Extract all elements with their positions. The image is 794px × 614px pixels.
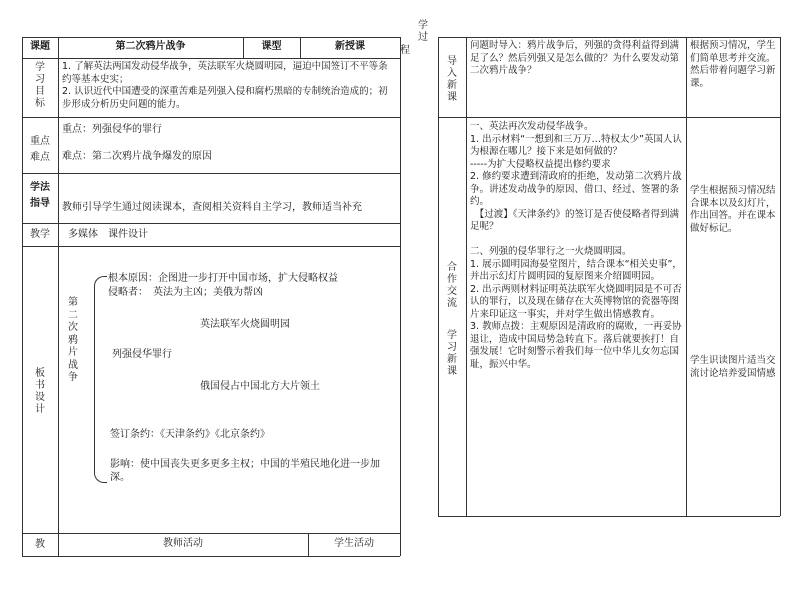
key-label: 重点 难点 — [30, 136, 50, 163]
method-text: 教师引导学生通过阅读课本，查阅相关资料自主学习，教师适当补充 — [62, 202, 362, 213]
intro-label: 导 入 新 课 — [447, 56, 457, 103]
intro-student: 根据预习情况，学生们简单思考并交流。然后带着问题学习新课。 — [690, 40, 776, 89]
board-treaties: 签订条约：《天津条约》《北京条约》 — [110, 429, 270, 440]
goals-text: 1. 了解英法两国发动侵华战争，英法联军火烧圆明园，逼迫中国签订不平等条约等基本史实； 2. 认识近代中国遭受的深重苦难是列强入侵和腐朽黑暗的专制统治造成的；初步形成分析历史问题的能力。 — [62, 61, 388, 110]
footer-student: 学生活动 — [334, 538, 374, 549]
learn-label: 学 习 新 课 — [447, 330, 457, 377]
board-invaders: 侵略者： 英法为主凶；美俄为帮凶 — [108, 287, 263, 298]
board-brace — [94, 276, 107, 483]
board-impact: 影响：使中国丧失更多更多主权；中国的半殖民地化进一步加深。 — [110, 459, 380, 483]
board-crimes: 列强侵华罪行 — [112, 349, 172, 360]
footer-teacher: 教师活动 — [163, 538, 203, 549]
difficulty: 难点：第二次鸦片战争爆发的原因 — [62, 151, 212, 162]
goals-label: 学 习 目 标 — [35, 62, 45, 109]
process-side: 程 — [400, 45, 410, 56]
method-label: 学法 指导 — [30, 182, 50, 209]
tools-label: 教学 — [30, 229, 50, 240]
intro-teacher: 问题时导入：鸦片战争后，列强的贪得利益得到满足了么？然后列强又是怎么做的？为什么要发动第二次鸦片战争？ — [470, 40, 680, 76]
main-student-1: 学生根据预习情况结合课本以及幻灯片，作出回答。并在课本做好标记。 — [690, 185, 776, 234]
main-teacher: 一、英法再次发动侵华战争。 1. 出示材料“一想到和三万万…特权太少”英国人认为根源在哪儿？接下来是如何做的？ -----为扩大侵略权益提出修约要求 2. 修约要求遭到清政府的拒绝，发动第二次鸦片战争。讲述发动战争的原因、借口、经过、签署的条约。 【过渡】《天津条约》的签订是否使侵略者得到满足呢？ 二、列强的侵华罪行之一火烧圆明园。 1. 展示圆明园海晏堂图片，结合课本“相关史事”，并出示幻灯片圆明园的复原图来介绍圆明园。 2. 出示两则材料证明英法联军火烧圆明园是不可否认的罪行，以及现在储存在大英博物馆的瓷器等图片来印证这一事实，并对学生做出情感教育。 3. 教师点拨：主观原因是清政府的腐败，一再妥协退让，造成中国局势急转直下。落后就要挨打！自强发展！它时刻警示着我们每一位中华儿女勿忘国耻，振兴中华。 — [470, 121, 682, 370]
cooperate-label: 合 作 交 流 — [447, 262, 457, 309]
board-root-cause: 根本原因：企图进一步打开中国市场，扩大侵略权益 — [108, 273, 338, 284]
lesson-topic: 第二次鸦片战争 — [115, 41, 186, 52]
topic-label: 课题 — [30, 41, 50, 52]
key-point: 重点：列强侵华的罪行 — [62, 124, 162, 135]
board-label: 板 书 设 计 — [35, 368, 45, 415]
lesson-type: 新授课 — [335, 41, 365, 52]
type-label: 课型 — [261, 41, 282, 52]
footer-label: 教 — [35, 539, 45, 550]
main-student-2: 学生识读图片适当交流讨论培养爱国情感 — [690, 355, 776, 379]
board-burn: 英法联军火烧圆明园 — [200, 319, 290, 330]
board-russia: 俄国侵占中国北方大片领土 — [200, 381, 320, 392]
process-label: 学 过 — [418, 20, 428, 43]
tools-text: 多媒体 课件设计 — [68, 229, 148, 240]
board-war-title: 第 二 次 鸦 片 战 争 — [68, 297, 78, 383]
